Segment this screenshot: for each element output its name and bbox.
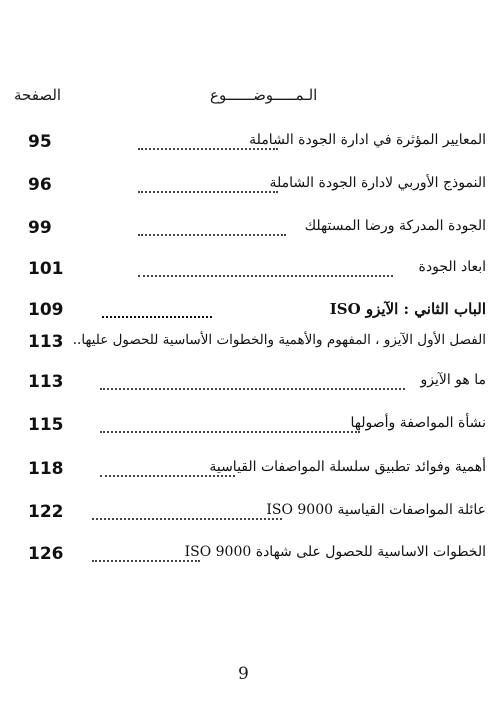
toc-entry-page: 96 [28,175,52,195]
toc-entry [0,542,500,572]
toc-header [0,86,500,108]
toc-entry-title: النموذج الأوربي لادارة الجودة الشاملة [269,175,486,191]
dot-leader [138,265,393,277]
dot-leader [138,224,286,236]
toc-entry-page: 101 [28,259,64,279]
toc-entry-page: 118 [28,459,64,479]
toc-entry-title: المعايير المؤثرة في ادارة الجودة الشاملة [249,132,486,148]
dot-leader [92,508,282,520]
toc-entry [0,370,500,400]
toc-entry-title: ابعاد الجودة [418,259,486,275]
dot-leader [138,181,278,193]
toc-entry-title: أهمية وفوائد تطبيق سلسلة المواصفات القياسية [209,459,486,475]
dot-leader [100,378,405,390]
toc-entry-page: 122 [28,502,64,522]
toc-entry-title: الخطوات الاساسية للحصول على شهادة ISO 9000 [184,544,486,560]
toc-entry [0,130,500,160]
toc-entry-title: نشأة المواصفة وأصولها [350,415,486,431]
page-number: 9 [238,664,249,684]
toc-entry-page: 115 [28,415,64,435]
toc-entry [0,330,500,360]
toc-entry [0,457,500,487]
toc-entry [0,257,500,287]
toc-entry-page: 109 [28,300,64,320]
dot-leader [100,421,360,433]
toc-entry [0,173,500,203]
toc-entry-title: الباب الثاني : الآيزو ISO [329,300,486,318]
toc-entry-title: عائلة المواصفات القياسية ISO 9000 [266,502,486,518]
toc-entry-chapter [0,298,500,328]
toc-entry [0,500,500,530]
topic-column-header: الـمـــــوضــــــوع [210,86,318,104]
toc-entry-title: ما هو الآيزو [420,372,486,388]
toc-entry-page: 126 [28,544,64,564]
dot-leader [102,306,212,318]
toc-entry-page: 113 [28,332,64,352]
toc-entry-page: 113 [28,372,64,392]
toc-entry [0,216,500,246]
toc-entry-title: الجودة المدركة ورضا المستهلك [304,218,486,234]
toc-entry-page: 95 [28,132,52,152]
page-column-header: الصفحة [14,86,62,104]
toc-entry-title: الفصل الأول الآيزو ، المفهوم والأهمية والخطوات الأساسية للحصول عليها.. [72,332,486,348]
toc-entry [0,413,500,443]
toc-entry-page: 99 [28,218,52,238]
